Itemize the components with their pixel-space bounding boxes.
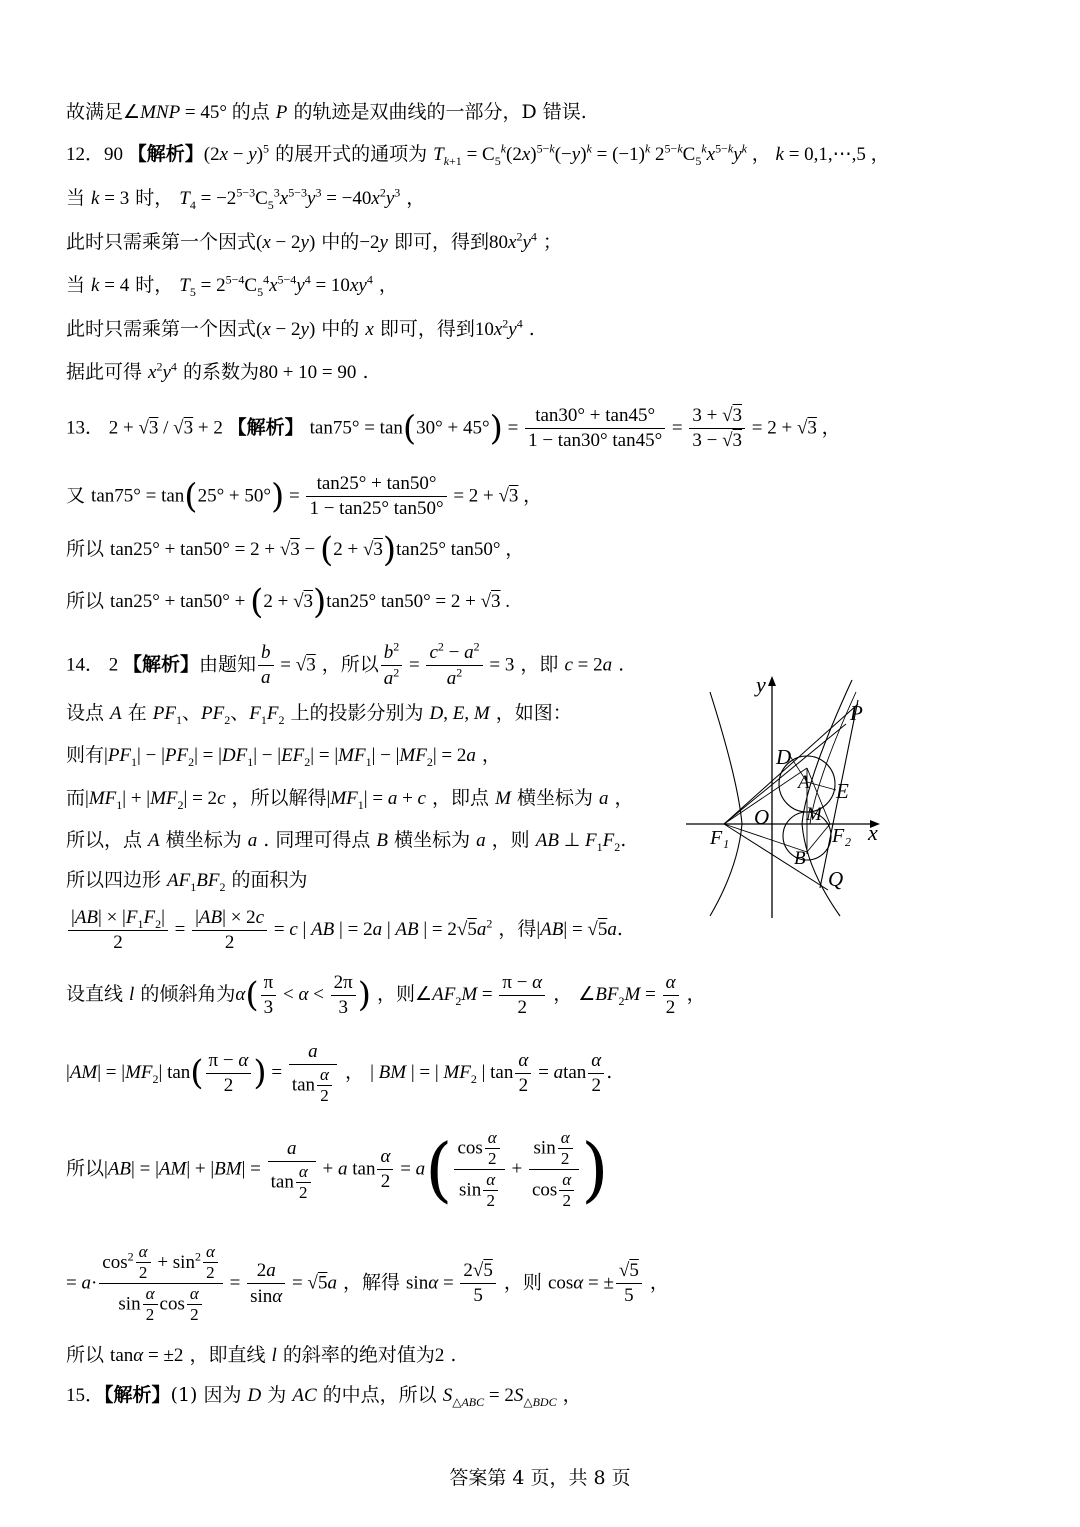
q14-line-8: 设直线 l 的倾斜角为α( $\frac{\pi}{3}$ < α < $\frac{2\pi}{3}$ ) ，则$\angle AF_2M$ = $\frac{\pi - \alpha}{2}$ ， $\angle BF_2M$ = $\frac{\alpha}{2}$ ， [66,971,706,1018]
q13-line-4: 所以 tan25° + tan50° + (2 + √3)tan25° tan50° = 2 + √3 . [66,582,511,622]
q14-line-5: 所以，点 A 横坐标为 a . 同理可得点 B 横坐标为 a ，则 AB ⊥ $F_1F_2$. [66,829,627,854]
q14-line-12: 所以 tanα = ±2 ，即直线 l 的斜率的绝对值为2 . [66,1344,457,1366]
q14-line-1: 14． 2 【解析】由题知 $\frac{b}{a}$ = √3 ，所以 $\frac{b^2}{a^2}$ = $\frac{c^2 - a^2}{a^2}$ = 3 ，即 c = 2a . [66,639,625,689]
point-label-E: E [836,779,849,803]
page-footer: 答案第 4 页，共 8 页 [449,1467,631,1489]
q15-line-1: 15．【解析】(1) 因为 D 为 AC 的中点，所以 $S_{\triangle ABC} = 2S_{\triangle BDC}$ ， [66,1384,582,1409]
point-label-P: P [850,701,863,725]
line-11d-conclusion: 故满足∠MNP = 45° 的点 P 的轨迹是双曲线的一部分，D 错误. [66,101,587,123]
q14-line-3: 则有$|PF_1| - |PF_2| = |DF_1| - |EF_2| = |MF_1| - |MF_2| = 2a$ ， [66,744,501,769]
point-label-Q: Q [828,867,844,891]
q14-line-2: 设点 A 在 $PF_1$、$PF_2$、$F_1F_2$ 上的投影分别为 D, E, M ，如图： [66,702,572,727]
q13-line-1: 13． 2 + √3 / √3 + 2 【解析】 tan75° = tan(30° + 45°) = $\frac{\tan 30^\circ + \tan 45^\circ}{1 - \tan 30^\circ \tan 45^\circ}$ = $\frac{3 + √3}{3 - √3}$ = 2 + √3 ， [66,405,841,451]
point-label-F1: F₁ [710,827,730,849]
q12-line-6: 据此可得 $x^2y^4$ 的系数为80 + 10 = 90 . [66,359,369,383]
point-label-D: D [776,745,792,769]
axis-label-y: y [756,672,766,697]
q12-line-5: 此时只需乘第一个因式(x − 2y) 中的 x 即可，得到$10x^2y^4$ . [66,316,535,340]
q13-line-3: 所以 tan25° + tan50° = 2 + √3 − (2 + √3)tan25° tan50° ， [66,530,525,570]
y-axis-arrow-icon [768,676,776,686]
q12-line-2: 当 k = 3 时， $T_4 = -2^{5-3}C_5^3x^{5-3}y^3 = -40x^2y^3$ ， [66,185,426,212]
point-label-B: B [794,848,806,869]
q14-line-6: 所以四边形 $AF_1BF_2$ 的面积为 [66,869,308,894]
hyperbola-left-branch [710,692,742,916]
point-label-O: O [754,805,770,829]
point-label-A: A [798,772,810,793]
point-label-M: M [806,804,822,825]
point-label-F2: F₂ [832,825,852,847]
q14-line-11: = a· $\cos^2$ $\frac{\alpha}{2}$ + $\sin^2$ $\frac{\alpha}{2}$ sin $\frac{\alpha}{2}$ cos $\frac{\alpha}{2}$ = $\frac{2a}{\sin\alpha}$ = √5a ，解得 sinα = $\frac{2√5}{5}$ ，则 cosα = ± $\frac{√5}{5}$ ， [66,1242,669,1324]
q12-line-1: 12．90 【解析】$(2x - y)^5$ 的展开式的通项为 $T_{k+1} = C_5^k(2x)^{5-k}(-y)^k = (-1)^k$ $2^{5-k}C_5^kx^{5-k}y^k$ ， k = 0,1,⋯,5 ， [66,141,890,168]
axis-label-x: x [868,820,878,845]
q14-line-4: 而$|MF_1| + |MF_2| = 2c$ ，所以解得$|MF_1| = a + c$ ，即点 M 横坐标为 a ， [66,787,634,812]
hyperbola-figure [680,672,890,922]
q14-line-9: $|AM| = |MF_2|$ tan( $\frac{\pi - \alpha}{2}$ ) = a tan $\frac{\alpha}{2}$ ， | BM | = | $MF_2$ | tan $\frac{\alpha}{2}$ = atan $\frac{\alpha}{2}$ . [66,1041,613,1105]
q12-line-4: 当 k = 4 时， $T_5 = 2^{5-4}C_5^4x^{5-4}y^4 = 10xy^4$ ， [66,272,398,299]
q12-line-3: 此时只需乘第一个因式(x − 2y) 中的−2y 即可，得到$80x^2y^4$ ； [66,229,562,253]
q14-line-7: $\frac{|AB| \times |F_1F_2|}{2}$ = $\frac{|AB| \times 2c}{2}$ = c | AB | = 2a | AB | = $2√5a^2$ ，得|AB| = √5a. [66,905,623,955]
q14-line-10: 所以|AB| = |AM| + |BM| = a tan $\frac{\alpha}{2}$ + a tan $\frac{\alpha}{2}$ = a( cos $\frac{\alpha}{2}$ sin $\frac{\alpha}{2}$ + sin $\frac{\alpha}{2}$ cos $\frac{\alpha}{2}$ ) [66,1128,609,1211]
q13-line-2: 又 tan75° = tan(25° + 50°) = $\frac{\tan 25^\circ + \tan 50^\circ}{1 - \tan 25^\circ \tan 50^\circ}$ = 2 + √3 ， [66,473,543,519]
